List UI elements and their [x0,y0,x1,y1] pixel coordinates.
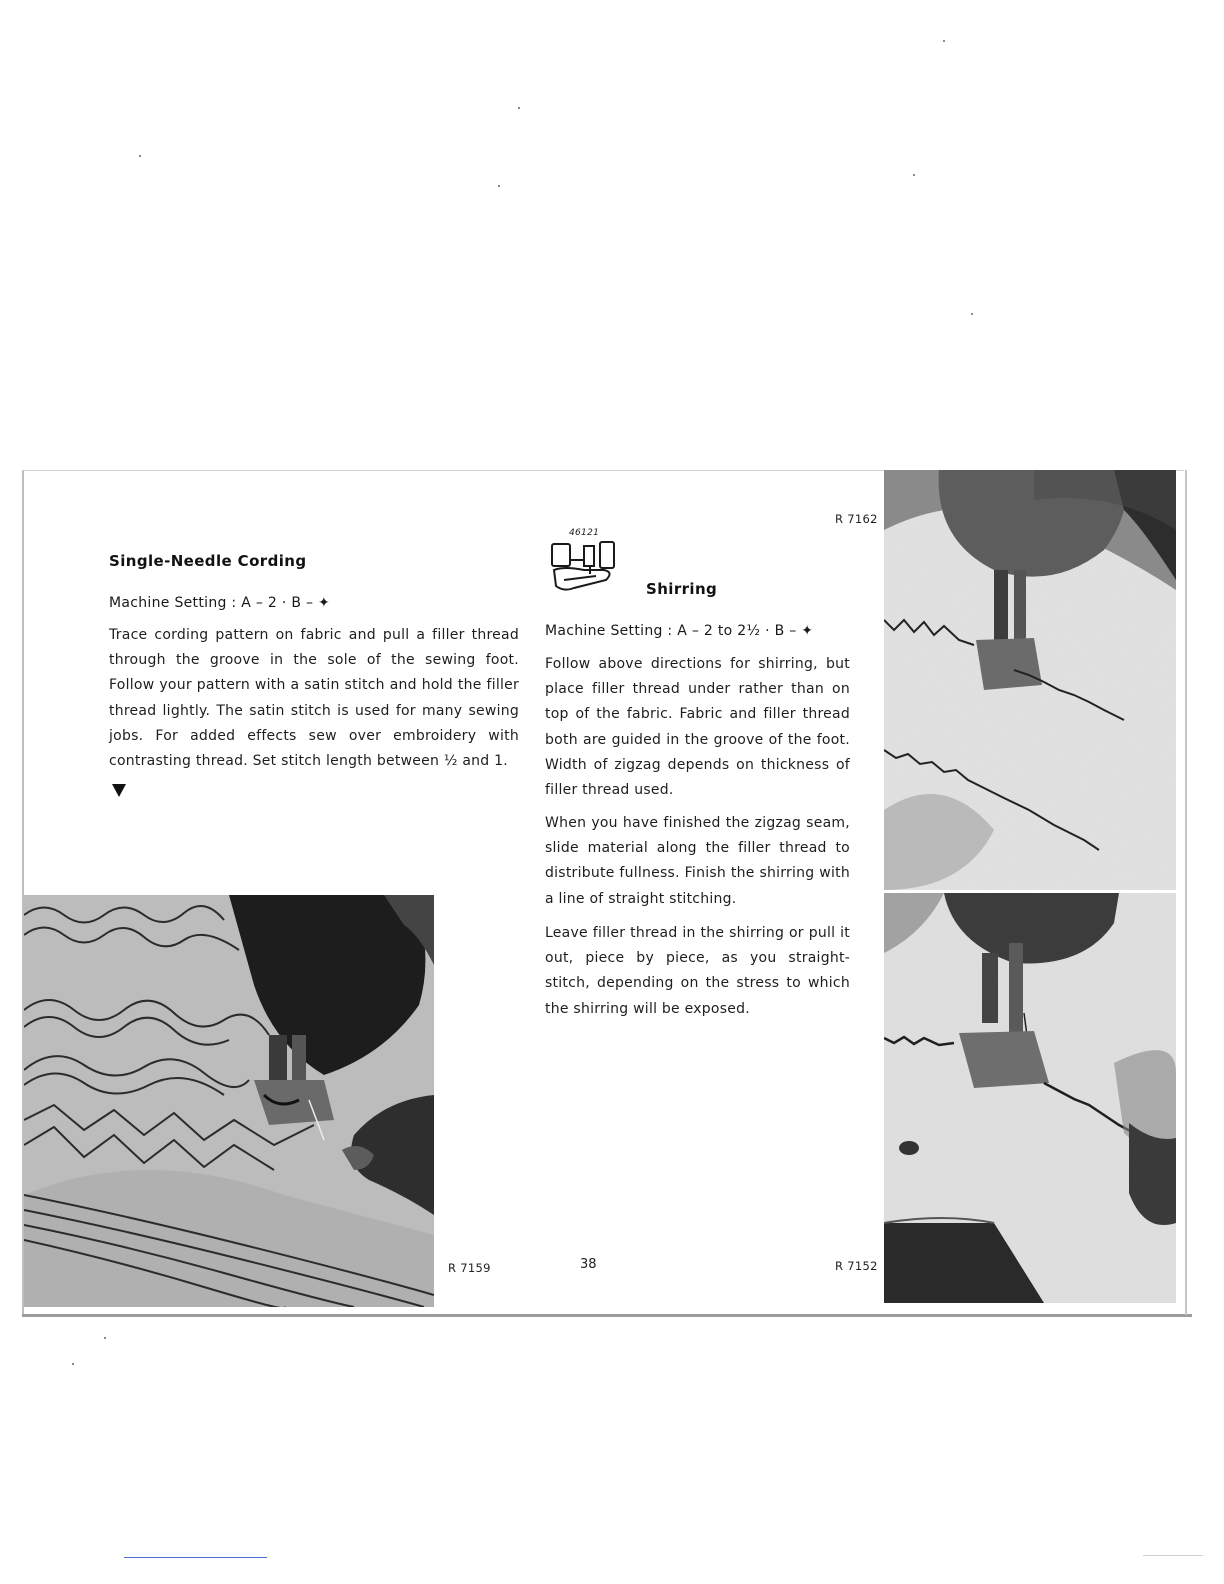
cording-photo-caption: R 7159 [448,1261,491,1275]
cording-heading: Single-Needle Cording [109,552,307,570]
scan-speck [943,40,945,42]
scan-speck [518,107,520,109]
scan-speck [971,313,973,315]
presser-foot-icon [544,540,630,600]
cording-machine-setting: Machine Setting : A – 2 · B – ✦ [109,595,331,611]
cording-paragraph: Trace cording pattern on fabric and pull a filler thread through the groove in the sole of the sewing foot. Follow your pattern with a satin stitch and hold the filler thread lightly. The satin stitch is used for many sewing jobs. For added effects sew over embroidery with contrasting thread. Set stitch length between ½ and 1. [109,627,519,770]
page-right-edge [1185,470,1187,1315]
shirring-machine-setting: Machine Setting : A – 2 to 2½ · B – ✦ [545,623,814,639]
footer-rule [124,1557,267,1558]
bottom-photo-caption: R 7152 [835,1259,878,1273]
shirring-heading: Shirring [646,580,718,598]
page-number: 38 [580,1257,597,1272]
scan-speck [139,155,141,157]
shirring-photo-top [884,470,1176,890]
shirring-paragraph-2: When you have finished the zigzag seam, slide material along the filler thread to distribute fullness. Finish the shirring with a line of straight stitching. [545,815,850,907]
top-photo-caption: R 7162 [835,512,878,526]
footer-corner-rule [1143,1555,1203,1556]
down-triangle-icon [112,784,126,797]
scan-speck [104,1337,106,1339]
scan-speck [913,174,915,176]
shirring-photo-bottom [884,893,1176,1303]
foot-part-number: 46121 [569,528,600,538]
page-bottom-edge [22,1314,1192,1317]
cording-photo [24,895,434,1307]
shirring-paragraph-3: Leave filler thread in the shirring or pull it out, piece by piece, as you straight-stitch, depending on the stress to which the shirring will be exposed. [545,925,850,1017]
scan-speck [72,1363,74,1365]
shirring-paragraph-1: Follow above directions for shirring, but place filler thread under rather than on top of the fabric. Fabric and filler thread both are guided in the groove of the foot. Width of zigzag depends on thickness of filler thread used. [545,656,850,799]
scan-speck [498,185,500,187]
